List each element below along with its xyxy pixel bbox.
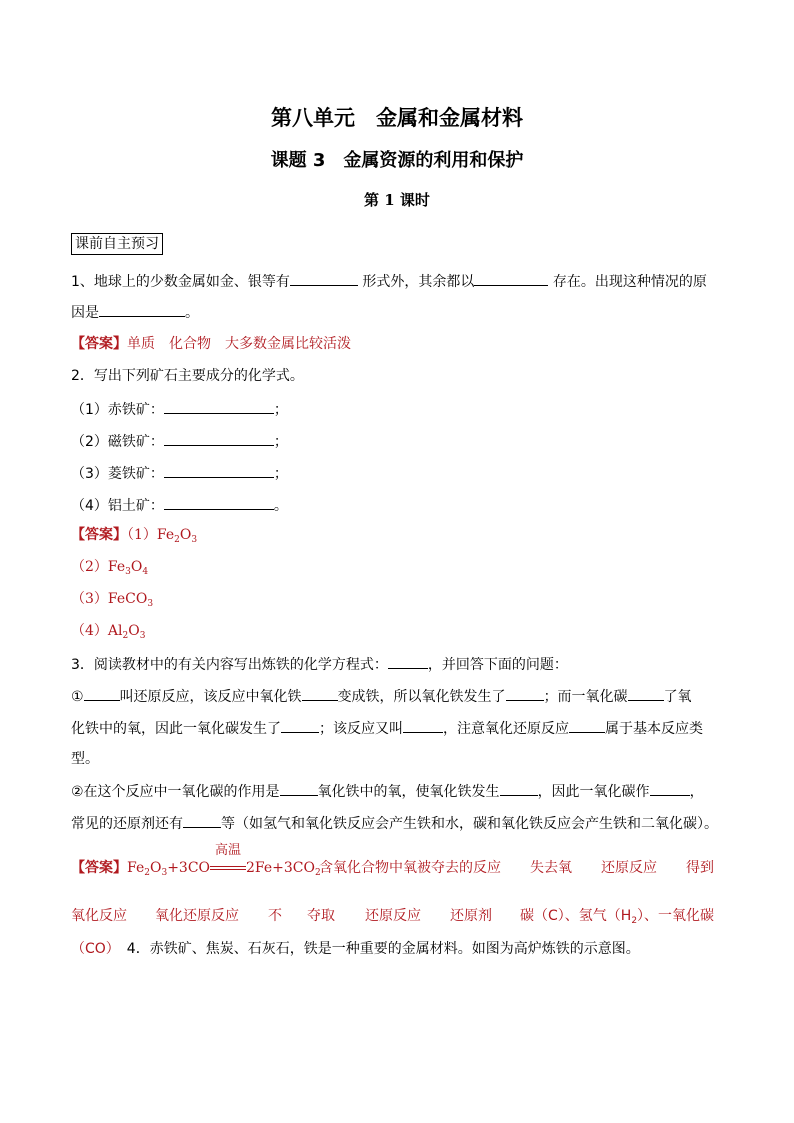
answer-3-text: 碳（C）、氢气$(H_2)$、一氧化碳: [520, 908, 715, 926]
answer-3-text: 氧化还原反应: [155, 908, 239, 924]
blank: [280, 780, 318, 796]
answer-3-text: 含氧化合物中氧被夺去的反应: [319, 860, 501, 876]
answer-3-text: 氧化反应: [71, 908, 127, 924]
question-2-prompt: 2．写出下列矿石主要成分的化学式。: [71, 368, 304, 384]
question-2-item: （1）赤铁矿： ；: [71, 398, 288, 420]
question-2-item: （4）铝土矿： 。: [71, 494, 288, 516]
answer-2-line: $(4)Al_2O_3$: [71, 623, 146, 641]
blank: [569, 717, 605, 733]
question-3-line: 型。: [71, 751, 99, 767]
answer-2-line: 【答案】$(1)Fe_2O_3$: [71, 527, 198, 545]
answer-3-text: 还原反应: [365, 908, 421, 924]
blank: [388, 653, 428, 669]
question-1-line-2: 因是 。: [71, 301, 199, 323]
blank: [183, 812, 221, 828]
answer-1: 【答案】单质 化合物 大多数金属比较活泼: [71, 336, 351, 352]
answer-3-equation: 【答案】$Fe_2O_3+3CO$ 高温 $2Fe+3CO_2$: [71, 843, 321, 878]
question-3-line: ① 叫还原反应，该反应中氧化铁 变成铁，所以氧化铁发生了 ；而一氧化碳 了氧: [71, 685, 692, 707]
blank: [281, 717, 319, 733]
blank: [164, 430, 274, 446]
blank: [500, 780, 538, 796]
answer-2-line: （3）FeCO$_3$: [71, 591, 154, 609]
answer-3-text: 还原反应: [601, 860, 657, 876]
lesson-title: 课题 3 金属资源的利用和保护: [270, 150, 524, 171]
answer-3-tail-and-question-4: （CO） 4．赤铁矿、焦炭、石灰石，铁是一种重要的金属材料。如图为高炉炼铁的示意图。: [71, 941, 640, 957]
blank: [99, 301, 185, 317]
question-1-line-1: 1、地球上的少数金属如金、银等有 形式外，其余都以 存在。出现这种情况的原: [71, 270, 707, 292]
reaction-condition: 高温: [210, 858, 246, 878]
question-3-line: 常见的还原剂还有 等（如氢气和氧化铁反应会产生铁和水，碳和氧化铁反应会产生铁和二氧化碳）。: [71, 812, 718, 834]
blank: [290, 270, 358, 286]
section-label: 课前自主预习: [71, 233, 163, 255]
question-2-item: （3）菱铁矿： ；: [71, 462, 288, 484]
blank: [403, 717, 443, 733]
question-2-item: （2）磁铁矿： ；: [71, 430, 288, 452]
answer-3-text: 失去氧: [530, 860, 572, 876]
blank: [506, 685, 544, 701]
question-4-text: 4．赤铁矿、焦炭、石灰石，铁是一种重要的金属材料。如图为高炉炼铁的示意图。: [126, 941, 640, 957]
blank: [164, 494, 274, 510]
answer-2-line: $(2)Fe_3O_4$: [71, 559, 149, 577]
answer-3-text: 得到: [686, 860, 714, 876]
blank: [650, 780, 690, 796]
question-3-line: 3．阅读教材中的有关内容写出炼铁的化学方程式： ，并回答下面的问题：: [71, 653, 568, 675]
question-3-line: 化铁中的氧，因此一氧化碳发生了 ；该反应又叫 ，注意氧化还原反应 属于基本反应类: [71, 717, 703, 739]
answer-3-text: 夺取: [307, 908, 335, 924]
period-title: 第 1 课时: [364, 191, 430, 209]
question-3-line: ②在这个反应中一氧化碳的作用是 氧化铁中的氧，使氧化铁发生 ，因此一氧化碳作 ，: [71, 780, 704, 802]
blank: [164, 398, 274, 414]
blank: [474, 270, 548, 286]
answer-3-text: 不: [268, 908, 282, 924]
blank: [164, 462, 274, 478]
blank: [628, 685, 664, 701]
blank: [302, 685, 338, 701]
answer-3-text: 还原剂: [450, 908, 492, 924]
blank: [84, 685, 120, 701]
unit-title: 第八单元 金属和金属材料: [271, 106, 523, 130]
